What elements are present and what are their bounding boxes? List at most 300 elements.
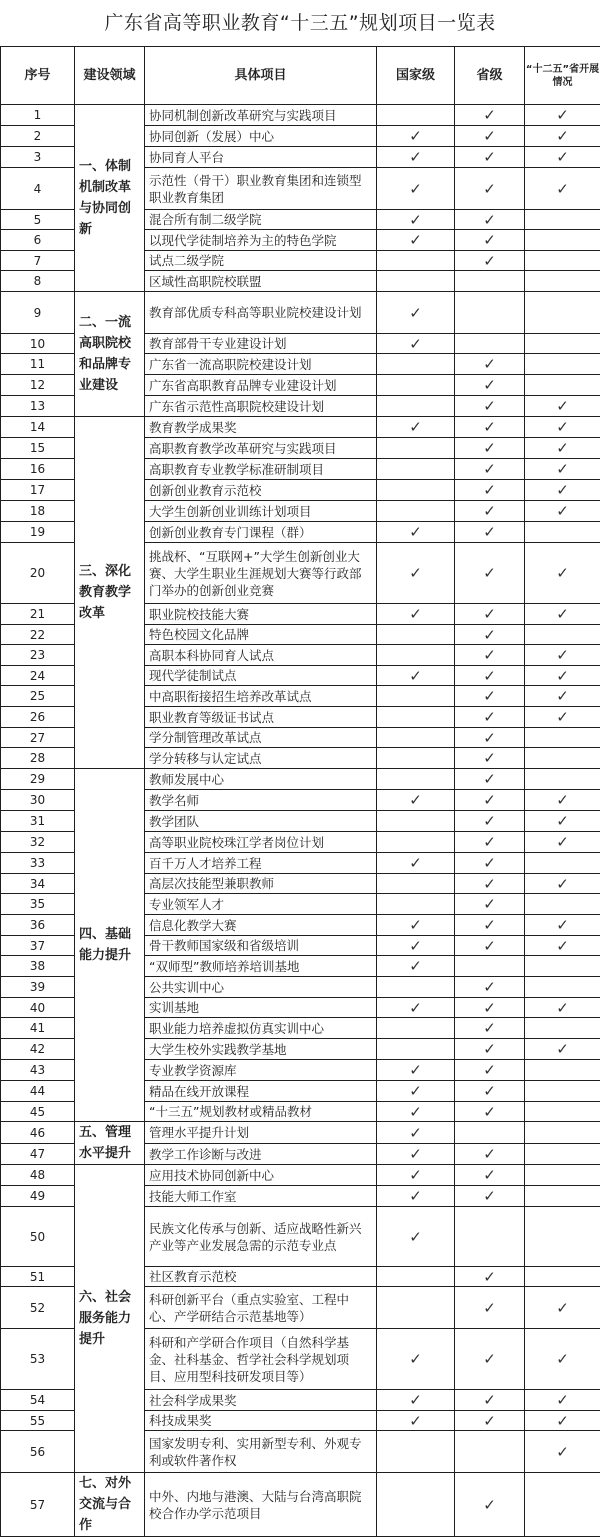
national-cell	[377, 645, 455, 666]
check-icon: ✓	[409, 303, 422, 322]
check-icon: ✓	[483, 1082, 496, 1100]
provincial-cell	[455, 1060, 525, 1081]
check-icon: ✓	[556, 460, 569, 478]
row-number: 54	[1, 1390, 75, 1411]
project-name: 高职教育教学改革研究与实践项目	[145, 438, 377, 459]
provincial-cell	[455, 1267, 525, 1287]
project-name: 百千万人才培养工程	[145, 853, 377, 874]
header-prev: “十二五”省开展情况	[525, 47, 600, 105]
prev-cell	[525, 334, 600, 354]
check-icon: ✓	[483, 749, 496, 767]
project-name: 高职本科协同育人试点	[145, 645, 377, 666]
project-name: 教学名师	[145, 790, 377, 811]
check-icon: ✓	[483, 355, 496, 373]
row-number: 7	[1, 251, 75, 271]
provincial-cell	[455, 1144, 525, 1165]
prev-cell	[525, 604, 600, 625]
national-cell	[377, 1165, 455, 1186]
national-cell	[377, 707, 455, 728]
check-icon: ✓	[409, 1227, 422, 1246]
provincial-cell	[455, 230, 525, 251]
national-cell	[377, 1144, 455, 1165]
row-number: 26	[1, 707, 75, 728]
check-icon: ✓	[483, 666, 496, 685]
header-area: 建设领域	[75, 47, 145, 105]
project-name: 挑战杯、“互联网+”大学生创新创业大赛、大学生职业生涯规划大赛等行政部门举办的创新创业竞赛	[145, 543, 377, 604]
project-name: 管理水平提升计划	[145, 1122, 377, 1144]
check-icon: ✓	[409, 231, 422, 249]
prev-cell	[525, 977, 600, 998]
prev-cell	[525, 396, 600, 417]
check-icon: ✓	[483, 148, 496, 166]
national-cell	[377, 1390, 455, 1411]
row-number: 37	[1, 936, 75, 956]
project-name: 学分转移与认定试点	[145, 748, 377, 769]
national-cell	[377, 894, 455, 915]
prev-cell	[525, 1473, 600, 1537]
check-icon: ✓	[483, 936, 496, 955]
project-name: 中高职衔接招生培养改革试点	[145, 686, 377, 707]
project-name: 试点二级学院	[145, 251, 377, 271]
row-number: 23	[1, 645, 75, 666]
check-icon: ✓	[483, 874, 496, 893]
prev-cell	[525, 956, 600, 977]
provincial-cell	[455, 543, 525, 604]
project-name: 职业院校技能大赛	[145, 604, 377, 625]
check-icon: ✓	[483, 605, 496, 623]
row-number: 50	[1, 1207, 75, 1267]
provincial-cell	[455, 1390, 525, 1411]
prev-cell	[525, 1122, 600, 1144]
check-icon: ✓	[409, 1411, 422, 1430]
provincial-cell	[455, 105, 525, 126]
prev-cell	[525, 790, 600, 811]
project-name: 国家发明专利、实用新型专利、外观专利或软件著作权	[145, 1431, 377, 1473]
national-cell	[377, 1060, 455, 1081]
provincial-cell	[455, 956, 525, 977]
national-cell	[377, 1267, 455, 1287]
national-cell	[377, 1039, 455, 1060]
national-cell	[377, 396, 455, 417]
project-table	[0, 46, 600, 1537]
table-row	[1, 417, 600, 438]
header-item: 具体项目	[145, 47, 377, 105]
check-icon: ✓	[556, 791, 569, 809]
check-icon: ✓	[483, 625, 496, 644]
check-icon: ✓	[409, 1061, 422, 1079]
check-icon: ✓	[556, 605, 569, 623]
provincial-cell	[455, 748, 525, 769]
check-icon: ✓	[556, 916, 569, 934]
provincial-cell	[455, 1287, 525, 1329]
national-cell	[377, 790, 455, 811]
national-cell	[377, 769, 455, 790]
prev-cell	[525, 894, 600, 915]
check-icon: ✓	[483, 1495, 496, 1514]
row-number: 38	[1, 956, 75, 977]
prev-cell	[525, 501, 600, 522]
row-number: 39	[1, 977, 75, 998]
prev-cell	[525, 230, 600, 251]
national-cell	[377, 811, 455, 832]
project-name: 广东省高职教育品牌专业建设计划	[145, 375, 377, 396]
project-name: 科技成果奖	[145, 1411, 377, 1431]
row-number: 36	[1, 915, 75, 936]
check-icon: ✓	[483, 770, 496, 788]
provincial-cell	[455, 790, 525, 811]
prev-cell	[525, 480, 600, 501]
national-cell	[377, 1122, 455, 1144]
check-icon: ✓	[556, 646, 569, 664]
provincial-cell	[455, 459, 525, 480]
check-icon: ✓	[556, 812, 569, 830]
national-cell	[377, 686, 455, 707]
check-icon: ✓	[409, 210, 422, 229]
row-number: 46	[1, 1122, 75, 1144]
prev-cell	[525, 543, 600, 604]
table-row	[1, 292, 600, 334]
check-icon: ✓	[409, 1145, 422, 1163]
national-cell	[377, 604, 455, 625]
check-icon: ✓	[483, 708, 496, 726]
row-number: 25	[1, 686, 75, 707]
provincial-cell	[455, 480, 525, 501]
provincial-cell	[455, 292, 525, 334]
provincial-cell	[455, 998, 525, 1018]
check-icon: ✓	[556, 481, 569, 499]
page-title: 广东省高等职业教育“十三五”规划项目一览表	[104, 12, 496, 34]
table-body	[1, 105, 600, 1537]
prev-cell	[525, 874, 600, 894]
row-number: 33	[1, 853, 75, 874]
provincial-cell	[455, 625, 525, 645]
project-name: 技能大师工作室	[145, 1186, 377, 1207]
project-name: 教学工作诊断与改进	[145, 1144, 377, 1165]
row-number: 16	[1, 459, 75, 480]
check-icon: ✓	[483, 1391, 496, 1409]
provincial-cell	[455, 1122, 525, 1144]
check-icon: ✓	[483, 523, 496, 541]
prev-cell	[525, 811, 600, 832]
row-number: 53	[1, 1329, 75, 1390]
national-cell	[377, 666, 455, 686]
project-name: 协同育人平台	[145, 147, 377, 168]
national-cell	[377, 522, 455, 543]
national-cell	[377, 1411, 455, 1431]
national-cell	[377, 625, 455, 645]
category-cell: 三、深化教育教学改革	[75, 417, 145, 769]
project-name: 高职教育专业教学标准研制项目	[145, 459, 377, 480]
prev-cell	[525, 936, 600, 956]
row-number: 30	[1, 790, 75, 811]
check-icon: ✓	[556, 148, 569, 166]
check-icon: ✓	[409, 127, 422, 145]
header-row	[1, 47, 600, 105]
prev-cell	[525, 707, 600, 728]
national-cell	[377, 1081, 455, 1102]
project-name: 职业教育等级证书试点	[145, 707, 377, 728]
row-number: 1	[1, 105, 75, 126]
provincial-cell	[455, 251, 525, 271]
prev-cell	[525, 666, 600, 686]
check-icon: ✓	[483, 728, 496, 747]
row-number: 51	[1, 1267, 75, 1287]
row-number: 52	[1, 1287, 75, 1329]
project-name: 教师发展中心	[145, 769, 377, 790]
national-cell	[377, 1207, 455, 1267]
check-icon: ✓	[409, 666, 422, 685]
row-number: 31	[1, 811, 75, 832]
provincial-cell	[455, 375, 525, 396]
project-name: 高层次技能型兼职教师	[145, 874, 377, 894]
check-icon: ✓	[483, 978, 496, 996]
check-icon: ✓	[556, 708, 569, 726]
row-number: 6	[1, 230, 75, 251]
provincial-cell	[455, 977, 525, 998]
check-icon: ✓	[483, 1061, 496, 1079]
table-row	[1, 1165, 600, 1186]
project-name: 学分制管理改革试点	[145, 728, 377, 748]
national-cell	[377, 956, 455, 977]
provincial-cell	[455, 334, 525, 354]
project-name: 大学生创新创业训练计划项目	[145, 501, 377, 522]
row-number: 48	[1, 1165, 75, 1186]
row-number: 11	[1, 354, 75, 375]
check-icon: ✓	[483, 481, 496, 499]
prev-cell	[525, 1060, 600, 1081]
check-icon: ✓	[556, 936, 569, 955]
provincial-cell	[455, 1473, 525, 1537]
row-number: 9	[1, 292, 75, 334]
table-row	[1, 1122, 600, 1144]
check-icon: ✓	[483, 1187, 496, 1205]
provincial-cell	[455, 853, 525, 874]
provincial-cell	[455, 832, 525, 853]
national-cell	[377, 354, 455, 375]
row-number: 2	[1, 126, 75, 147]
prev-cell	[525, 417, 600, 438]
project-name: 专业领军人才	[145, 894, 377, 915]
row-number: 22	[1, 625, 75, 645]
check-icon: ✓	[483, 502, 496, 520]
national-cell	[377, 1102, 455, 1122]
check-icon: ✓	[483, 1145, 496, 1163]
check-icon: ✓	[409, 1187, 422, 1205]
national-cell	[377, 251, 455, 271]
project-name: 实训基地	[145, 998, 377, 1018]
prev-cell	[525, 1267, 600, 1287]
national-cell	[377, 417, 455, 438]
provincial-cell	[455, 707, 525, 728]
check-icon: ✓	[483, 1350, 496, 1368]
header-no: 序号	[1, 47, 75, 105]
row-number: 8	[1, 271, 75, 292]
project-name: 区域性高职院校联盟	[145, 271, 377, 292]
provincial-cell	[455, 1102, 525, 1122]
row-number: 29	[1, 769, 75, 790]
check-icon: ✓	[483, 460, 496, 478]
table-row	[1, 769, 600, 790]
row-number: 43	[1, 1060, 75, 1081]
check-icon: ✓	[409, 179, 422, 198]
check-icon: ✓	[483, 210, 496, 229]
prev-cell	[525, 147, 600, 168]
prev-cell	[525, 769, 600, 790]
category-cell: 四、基础能力提升	[75, 769, 145, 1122]
provincial-cell	[455, 874, 525, 894]
provincial-cell	[455, 501, 525, 522]
check-icon: ✓	[483, 646, 496, 664]
check-icon: ✓	[556, 127, 569, 145]
national-cell	[377, 728, 455, 748]
check-icon: ✓	[409, 1082, 422, 1100]
prev-cell	[525, 168, 600, 210]
prev-cell	[525, 1186, 600, 1207]
check-icon: ✓	[409, 854, 422, 872]
provincial-cell	[455, 936, 525, 956]
check-icon: ✓	[556, 1298, 569, 1317]
provincial-cell	[455, 126, 525, 147]
check-icon: ✓	[409, 334, 422, 353]
project-name: 混合所有制二级学院	[145, 210, 377, 230]
row-number: 13	[1, 396, 75, 417]
check-icon: ✓	[483, 1267, 496, 1286]
prev-cell	[525, 251, 600, 271]
national-cell	[377, 271, 455, 292]
provincial-cell	[455, 210, 525, 230]
check-icon: ✓	[483, 251, 496, 270]
row-number: 19	[1, 522, 75, 543]
project-name: “双师型”教师培养培训基地	[145, 956, 377, 977]
check-icon: ✓	[483, 564, 496, 582]
header-national: 国家级	[377, 47, 455, 105]
national-cell	[377, 998, 455, 1018]
check-icon: ✓	[556, 397, 569, 415]
check-icon: ✓	[409, 1102, 422, 1121]
prev-cell	[525, 686, 600, 707]
check-icon: ✓	[556, 874, 569, 893]
check-icon: ✓	[409, 564, 422, 582]
provincial-cell	[455, 666, 525, 686]
provincial-cell	[455, 417, 525, 438]
provincial-cell	[455, 1039, 525, 1060]
project-name: “十三五”规划教材或精品教材	[145, 1102, 377, 1122]
check-icon: ✓	[483, 418, 496, 436]
provincial-cell	[455, 396, 525, 417]
national-cell	[377, 1018, 455, 1039]
header-provincial: 省级	[455, 47, 525, 105]
prev-cell	[525, 438, 600, 459]
national-cell	[377, 230, 455, 251]
prev-cell	[525, 1018, 600, 1039]
national-cell	[377, 334, 455, 354]
national-cell	[377, 543, 455, 604]
project-name: 以现代学徒制培养为主的特色学院	[145, 230, 377, 251]
row-number: 45	[1, 1102, 75, 1122]
provincial-cell	[455, 604, 525, 625]
prev-cell	[525, 832, 600, 853]
check-icon: ✓	[483, 1166, 496, 1184]
check-icon: ✓	[483, 998, 496, 1017]
provincial-cell	[455, 728, 525, 748]
row-number: 56	[1, 1431, 75, 1473]
check-icon: ✓	[483, 1298, 496, 1317]
project-name: 公共实训中心	[145, 977, 377, 998]
row-number: 55	[1, 1411, 75, 1431]
provincial-cell	[455, 1165, 525, 1186]
check-icon: ✓	[409, 1166, 422, 1184]
prev-cell	[525, 1329, 600, 1390]
national-cell	[377, 1473, 455, 1537]
row-number: 44	[1, 1081, 75, 1102]
row-number: 47	[1, 1144, 75, 1165]
project-name: 协同创新（发展）中心	[145, 126, 377, 147]
row-number: 12	[1, 375, 75, 396]
project-name: 民族文化传承与创新、适应战略性新兴产业等产业发展急需的示范专业点	[145, 1207, 377, 1267]
national-cell	[377, 1186, 455, 1207]
check-icon: ✓	[556, 998, 569, 1017]
project-name: 社会科学成果奖	[145, 1390, 377, 1411]
national-cell	[377, 147, 455, 168]
prev-cell	[525, 1165, 600, 1186]
national-cell	[377, 459, 455, 480]
check-icon: ✓	[556, 439, 569, 457]
prev-cell	[525, 853, 600, 874]
prev-cell	[525, 1431, 600, 1473]
check-icon: ✓	[409, 523, 422, 541]
prev-cell	[525, 1102, 600, 1122]
national-cell	[377, 832, 455, 853]
provincial-cell	[455, 354, 525, 375]
check-icon: ✓	[409, 1123, 422, 1142]
check-icon: ✓	[409, 998, 422, 1017]
project-name: 现代学徒制试点	[145, 666, 377, 686]
row-number: 41	[1, 1018, 75, 1039]
national-cell	[377, 874, 455, 894]
project-name: 广东省示范性高职院校建设计划	[145, 396, 377, 417]
prev-cell	[525, 292, 600, 334]
row-number: 10	[1, 334, 75, 354]
provincial-cell	[455, 811, 525, 832]
row-number: 28	[1, 748, 75, 769]
row-number: 4	[1, 168, 75, 210]
check-icon: ✓	[483, 791, 496, 809]
check-icon: ✓	[556, 564, 569, 582]
check-icon: ✓	[483, 1411, 496, 1430]
provincial-cell	[455, 686, 525, 707]
prev-cell	[525, 271, 600, 292]
row-number: 34	[1, 874, 75, 894]
check-icon: ✓	[483, 127, 496, 145]
provincial-cell	[455, 1207, 525, 1267]
provincial-cell	[455, 147, 525, 168]
prev-cell	[525, 1039, 600, 1060]
check-icon: ✓	[556, 1350, 569, 1368]
check-icon: ✓	[483, 1040, 496, 1058]
provincial-cell	[455, 438, 525, 459]
prev-cell	[525, 1411, 600, 1431]
project-name: 科研和产学研合作项目（自然科学基金、社科基金、哲学社会科学规划项目、应用型科技研发项目等）	[145, 1329, 377, 1390]
category-cell: 七、对外交流与合作	[75, 1473, 145, 1537]
prev-cell	[525, 459, 600, 480]
check-icon: ✓	[409, 916, 422, 934]
check-icon: ✓	[483, 687, 496, 705]
check-icon: ✓	[483, 812, 496, 830]
national-cell	[377, 292, 455, 334]
prev-cell	[525, 728, 600, 748]
table-row	[1, 105, 600, 126]
project-name: 精品在线开放课程	[145, 1081, 377, 1102]
